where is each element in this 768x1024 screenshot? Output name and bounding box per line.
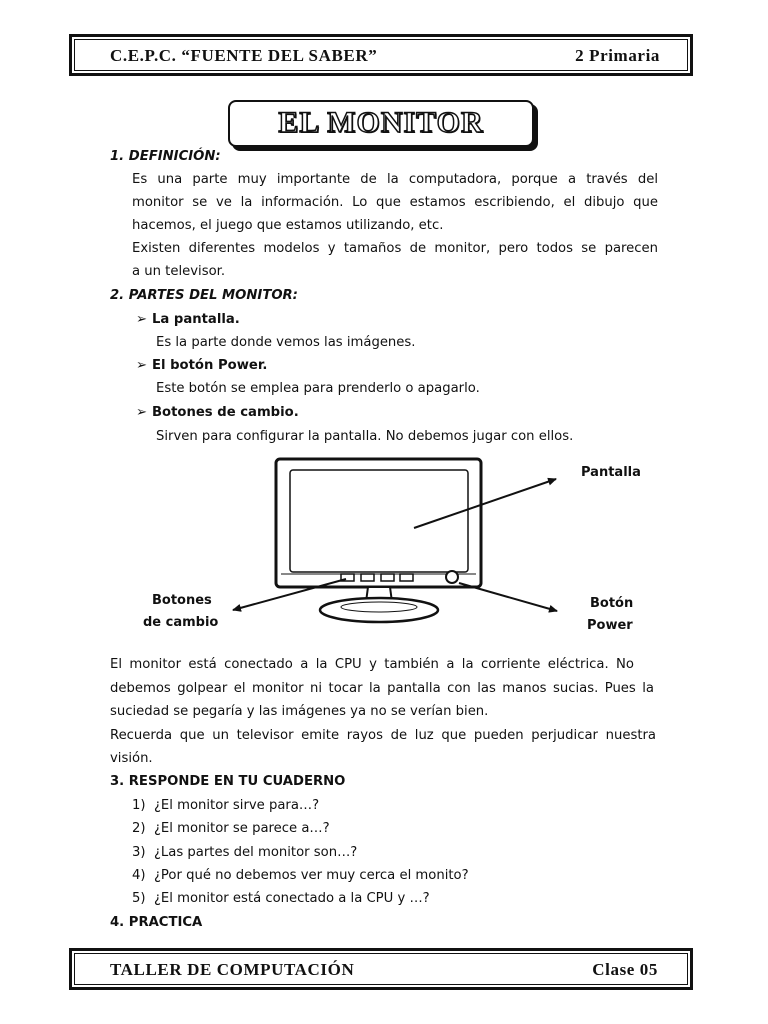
question-number: 1) [132,798,146,813]
part-title: La pantalla. [152,312,240,327]
part-desc-power: Este botón se emplea para prenderlo o apagarlo. [156,381,480,396]
footer-course: TALLER DE COMPUTACIÓN [110,960,355,979]
definition-line-5: a un televisor. [132,264,226,279]
question-text: ¿Las partes del monitor son…? [153,845,358,860]
body-line-5: visión. [110,751,153,766]
body-line-1: El monitor está conectado a la CPU y también a la corriente eléctrica. No [110,657,634,672]
definition-line-1: Es una parte muy importante de la computadora, porque a través del [132,172,658,187]
question-text: ¿El monitor está conectado a la CPU y …? [153,891,430,906]
body-line-3: suciedad se pegaría y las imágenes ya no se verían bien. [110,704,489,719]
question-item [132,820,330,838]
question-item [132,797,319,815]
change-button [381,574,394,581]
question-number: 5) [132,891,146,906]
section-2-heading: 2. PARTES DEL MONITOR: [110,288,298,303]
definition-line-4: Existen diferentes modelos y tamaños de monitor, pero todos se parecen [132,241,658,256]
label-power-2: Power [587,618,633,633]
monitor-diagram [0,450,768,650]
part-title: Botones de cambio. [152,405,299,420]
label-buttons-1: Botones [152,593,212,608]
arrow-power [459,583,557,611]
part-desc-buttons: Sirven para configurar la pantalla. No debemos jugar con ellos. [156,429,574,444]
question-item [132,890,430,908]
footer-frame [69,948,693,990]
change-button [400,574,413,581]
section-1-heading: 1. DEFINICIÓN: [110,149,221,164]
title-box [228,100,534,147]
part-item-buttons [136,404,299,422]
part-item-power [136,357,267,375]
part-item-screen [136,311,240,329]
bullet-arrow-icon: ➢ [136,405,148,420]
body-line-4: Recuerda que un televisor emite rayos de luz que pueden perjudicar nuestra [110,728,656,743]
power-button [446,571,458,583]
part-desc-screen: Es la parte donde vemos las imágenes. [156,335,416,350]
label-power-1: Botón [590,596,634,611]
definition-line-3: hacemos, el juego que estamos utilizando, etc. [132,218,444,233]
question-number: 3) [132,845,146,860]
question-number: 2) [132,821,146,836]
monitor-screen [290,470,468,572]
body-line-2: debemos golpear el monitor ni tocar la pantalla con las manos sucias. Pues la [110,681,654,696]
bullet-arrow-icon: ➢ [136,358,148,373]
footer-class: Clase 05 [592,960,658,979]
label-buttons-2: de cambio [143,615,219,630]
definition-line-2: monitor se ve la información. Lo que estamos escribiendo, el dibujo que [132,195,658,210]
grade-label: 2 Primaria [575,46,660,65]
header-frame [69,34,693,76]
question-number: 4) [132,868,146,883]
section-4-heading: 4. PRACTICA [110,915,203,930]
label-screen: Pantalla [581,465,641,480]
question-item [132,867,469,885]
bullet-arrow-icon: ➢ [136,312,148,327]
question-item [132,844,357,862]
question-text: ¿El monitor se parece a…? [153,821,330,836]
page-title: EL MONITOR [278,106,484,139]
section-3-heading: 3. RESPONDE EN TU CUADERNO [110,774,346,789]
question-text: ¿Por qué no debemos ver muy cerca el monito? [153,868,469,883]
school-name: C.E.P.C. “FUENTE DEL SABER” [110,46,378,65]
change-button [361,574,374,581]
part-title: El botón Power. [152,358,268,373]
question-text: ¿El monitor sirve para…? [153,798,320,813]
